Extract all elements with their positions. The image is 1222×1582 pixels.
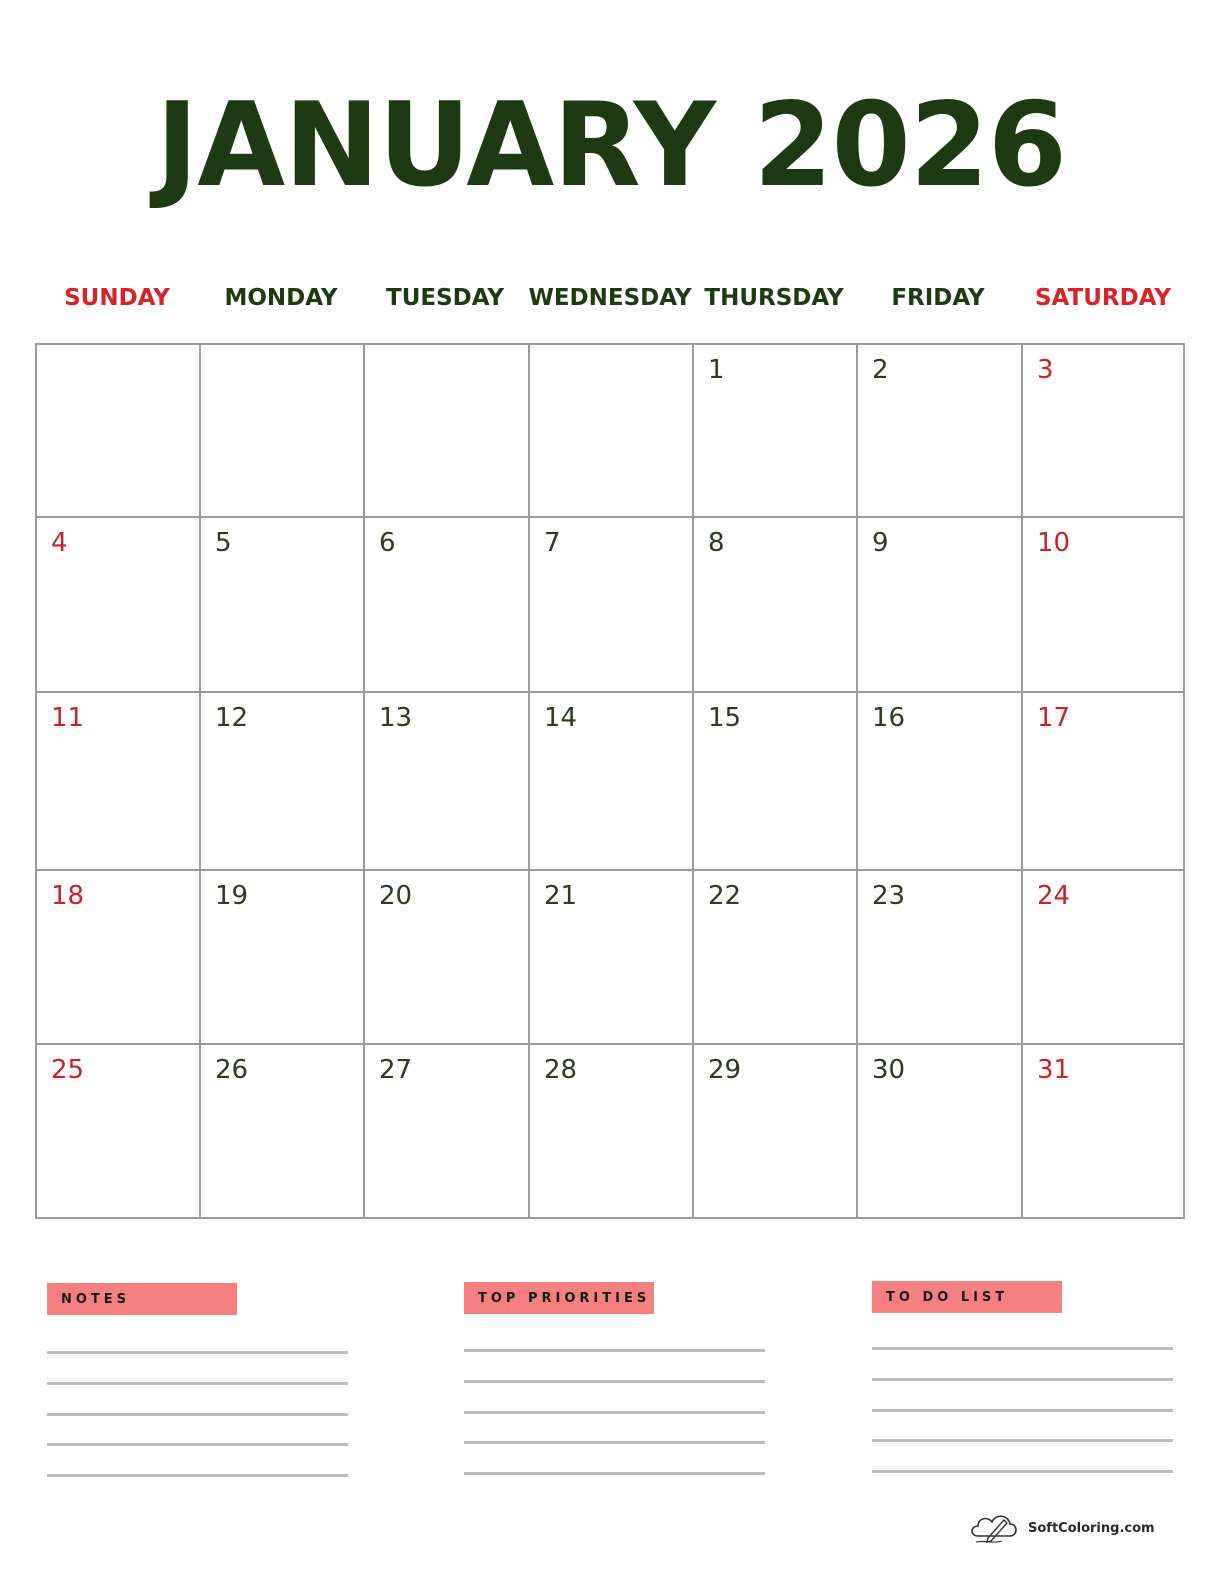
day-number: 4: [51, 528, 68, 558]
day-number: 11: [51, 703, 85, 733]
day-number: 7: [544, 528, 561, 558]
calendar-grid: [35, 343, 1185, 1219]
grid-divider: [528, 345, 530, 1217]
day-number: 26: [215, 1055, 249, 1085]
weekday-tuesday: TUESDAY: [386, 285, 504, 311]
day-number: 9: [872, 528, 889, 558]
weekday-wednesday: WEDNESDAY: [528, 285, 692, 311]
todo-section: [872, 1281, 1173, 1313]
day-number: 1: [708, 355, 725, 385]
writing-line: [47, 1382, 348, 1385]
grid-divider: [37, 516, 1183, 518]
day-number: 27: [379, 1055, 413, 1085]
notes-tag: NOTES: [47, 1283, 237, 1315]
weekday-saturday: SATURDAY: [1034, 285, 1171, 311]
day-number: 10: [1037, 528, 1071, 558]
top-priorities-tag: TOP PRIORITIES: [464, 1282, 654, 1314]
day-number: 8: [708, 528, 725, 558]
grid-divider: [692, 345, 694, 1217]
day-number: 5: [215, 528, 232, 558]
writing-line: [872, 1439, 1173, 1442]
day-number: 28: [544, 1055, 578, 1085]
writing-line: [464, 1472, 765, 1475]
writing-line: [872, 1409, 1173, 1412]
grid-divider: [1021, 345, 1023, 1217]
writing-line: [47, 1443, 348, 1446]
day-number: 18: [51, 881, 85, 911]
day-number: 3: [1037, 355, 1054, 385]
writing-line: [47, 1474, 348, 1477]
day-number: 25: [51, 1055, 85, 1085]
writing-line: [464, 1380, 765, 1383]
weekday-header-row: [35, 285, 1185, 321]
day-number: 12: [215, 703, 249, 733]
day-number: 29: [708, 1055, 742, 1085]
day-number: 20: [379, 881, 413, 911]
todo-tag: TO DO LIST: [872, 1281, 1062, 1313]
footer-site-name: SoftColoring.com: [1028, 1520, 1155, 1536]
weekday-friday: FRIDAY: [891, 285, 985, 311]
day-number: 30: [872, 1055, 906, 1085]
page-title: JANUARY 2026: [155, 78, 1067, 213]
day-number: 21: [544, 881, 578, 911]
day-number: 6: [379, 528, 396, 558]
grid-divider: [199, 345, 201, 1217]
grid-divider: [856, 345, 858, 1217]
writing-line: [464, 1441, 765, 1444]
day-number: 15: [708, 703, 742, 733]
day-number: 19: [215, 881, 249, 911]
writing-line: [872, 1470, 1173, 1473]
day-number: 14: [544, 703, 578, 733]
day-number: 2: [872, 355, 889, 385]
grid-divider: [37, 869, 1183, 871]
grid-divider: [363, 345, 365, 1217]
weekday-sunday: SUNDAY: [64, 285, 170, 311]
writing-line: [464, 1411, 765, 1414]
day-number: 16: [872, 703, 906, 733]
writing-line: [47, 1351, 348, 1354]
day-number: 24: [1037, 881, 1071, 911]
day-number: 31: [1037, 1055, 1071, 1085]
top-priorities-section: [464, 1282, 765, 1314]
writing-line: [872, 1378, 1173, 1381]
day-number: 22: [708, 881, 742, 911]
notes-section: [47, 1283, 348, 1315]
day-number: 23: [872, 881, 906, 911]
day-number: 13: [379, 703, 413, 733]
day-number: 17: [1037, 703, 1071, 733]
weekday-thursday: THURSDAY: [704, 285, 844, 311]
grid-divider: [37, 691, 1183, 693]
grid-divider: [37, 1043, 1183, 1045]
writing-line: [872, 1347, 1173, 1350]
weekday-monday: MONDAY: [224, 285, 338, 311]
footer-brand: [968, 1506, 1155, 1550]
cloud-pencil-logo-icon: [968, 1506, 1022, 1550]
writing-line: [47, 1413, 348, 1416]
writing-line: [464, 1349, 765, 1352]
